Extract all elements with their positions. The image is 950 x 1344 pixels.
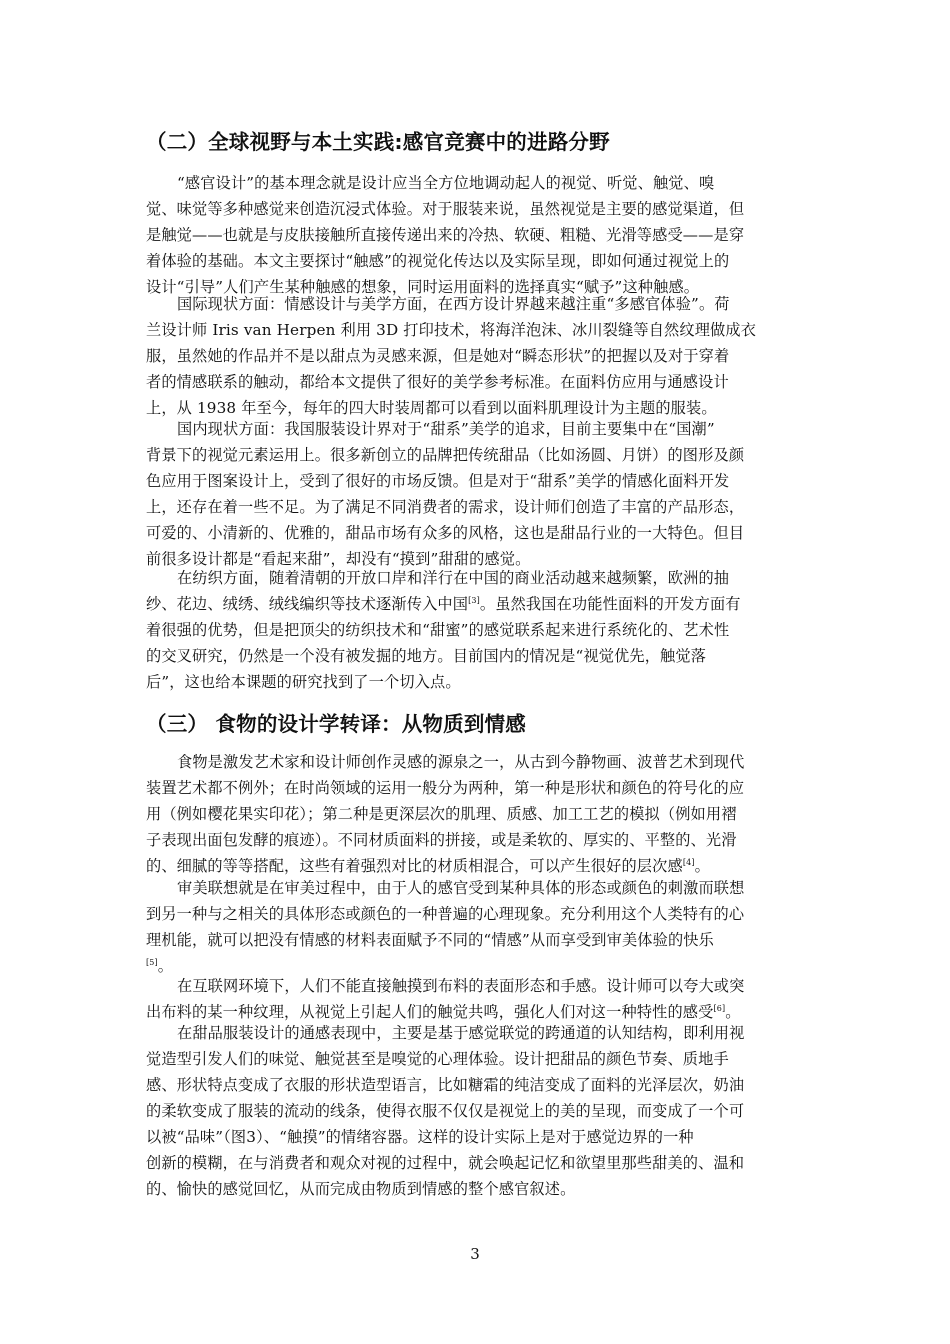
- text-line: 觉造型引发人们的味觉、触觉甚至是嗅觉的心理体验。设计把甜品的颜色节奏、质地手: [146, 1050, 729, 1068]
- section2-paragraph-1: [146, 170, 806, 300]
- section-heading-2: （二）全球视野与本土实践:感官竞赛中的进路分野: [146, 130, 610, 154]
- text-line: 子表现出面包发酵的痕迹）。不同材质面料的拼接，或是柔软的、厚实的、平整的、光滑: [146, 831, 737, 849]
- text-line: 创新的模糊，在与消费者和观众对视的过程中，就会唤起记忆和欲望里那些甜美的、温和: [146, 1154, 745, 1172]
- text-line: 上，还存在着一些不足。为了满足不同消费者的需求，设计师们创造了丰富的产品形态，: [146, 498, 745, 516]
- text-line: 感、形状特点变成了衣服的形状造型语言，比如糖霜的纯洁变成了面料的光泽层次，奶油: [146, 1076, 745, 1094]
- text-line: 在纺织方面，随着清朝的开放口岸和洋行在中国的商业活动越来越频繁，欧洲的抽: [177, 569, 730, 587]
- section2-paragraph-2: [146, 291, 806, 421]
- text-line: 是触觉——也就是与皮肤接触所直接传递出来的冷热、软硬、粗糙、光滑等感受——是穿: [146, 226, 745, 244]
- section3-paragraph-4: [146, 1020, 806, 1202]
- section-heading-3: （三） 食物的设计学转译：从物质到情感: [146, 712, 526, 736]
- text-line: 色应用于图案设计上，受到了很好的市场反馈。但是对于“甜系”美学的情感化面料开发: [146, 472, 730, 490]
- text-line: 着体验的基础。本文主要探讨“触感”的视觉化传达以及实际呈现，即如何通过视觉上的: [146, 252, 730, 270]
- section3-paragraph-2: [146, 875, 806, 979]
- text-line: 设计“引导”人们产生某种触感的想象，同时运用面料的选择真实“赋予”这种触感。: [146, 278, 700, 296]
- text-line: 用（例如樱花果实印花）；第二种是更深层次的肌理、质感、加工工艺的模拟（例如用褶: [146, 805, 737, 823]
- text-line: 审美联想就是在审美过程中，由于人的感官受到某种具体的形态或颜色的刺激而联想: [177, 879, 745, 897]
- text-line: 着很强的优势，但是把顶尖的纺织技术和“甜蜜”的感觉联系起来进行系统化的、艺术性: [146, 621, 730, 639]
- text-line: 装置艺术都不例外；在时尚领域的运用一般分为两种，第一种是形状和颜色的符号化的应: [146, 779, 745, 797]
- citation-ref: [5]: [146, 958, 158, 967]
- text-line: 兰设计师 Iris van Herpen 利用 3D 打印技术，将海洋泡沫、冰川裂缝等自然纹理做成衣: [146, 321, 757, 339]
- text-line: 在互联网环境下，人们不能直接触摸到布料的表面形态和手感。设计师可以夸大或突: [177, 977, 745, 995]
- text-line: 纱、花边、绒绣、绒线编织等技术逐渐传入中国[3]。虽然我国在功能性面料的开发方面有: [146, 595, 741, 613]
- text-line: 国际现状方面：情感设计与美学方面，在西方设计界越来越注重“多感官体验”。荷: [177, 295, 730, 313]
- text-line: 服，虽然她的作品并不是以甜点为灵感来源，但是她对“瞬态形状”的把握以及对于穿着: [146, 347, 730, 365]
- text-line: 到另一种与之相关的具体形态或颜色的一种普遍的心理现象。充分利用这个人类特有的心: [146, 905, 745, 923]
- text-line: 可爱的、小清新的、优雅的，甜品市场有众多的风格，这也是甜品行业的一大特色。但目: [146, 524, 745, 542]
- text-line: 国内现状方面：我国服装设计界对于“甜系”美学的追求，目前主要集中在“国潮”: [177, 420, 715, 438]
- text-line: 背景下的视觉元素运用上。很多新创立的品牌把传统甜品（比如汤圆、月饼）的图形及颜: [146, 446, 745, 464]
- text-line: 觉、味觉等多种感觉来创造沉浸式体验。对于服装来说，虽然视觉是主要的感觉渠道，但: [146, 200, 745, 218]
- text-line: 的柔软变成了服装的流动的线条，使得衣服不仅仅是视觉上的美的呈现，而变成了一个可: [146, 1102, 745, 1120]
- text-line: “感官设计”的基本理念就是设计应当全方位地调动起人的视觉、听觉、触觉、嗅: [177, 174, 715, 192]
- page-number: 3: [470, 1245, 480, 1263]
- text-line: 的、细腻的等等搭配，这些有着强烈对比的材质相混合，可以产生很好的层次感[4]。: [146, 857, 710, 875]
- text-line: 后”，这也给本课题的研究找到了一个切入点。: [146, 673, 461, 691]
- text-line: 出布料的某一种纹理，从视觉上引起人们的触觉共鸣，强化人们对这一种特性的感受[6]。: [146, 1003, 741, 1021]
- text-line: 以被“品味”（图3）、“触摸”的情绪容器。这样的设计实际上是对于感觉边界的一种: [146, 1128, 694, 1146]
- text-line: 理机能，就可以把没有情感的材料表面赋予不同的“情感”从而享受到审美体验的快乐: [146, 931, 714, 949]
- text-line: 上，从 1938 年至今，每年的四大时装周都可以看到以面料肌理设计为主题的服装。: [146, 399, 717, 417]
- text-line: [5]。: [146, 957, 174, 975]
- text-line: 在甜品服装设计的通感表现中，主要是基于感觉联觉的跨通道的认知结构，即利用视: [177, 1024, 745, 1042]
- section2-paragraph-4: [146, 565, 806, 695]
- text-line: 食物是激发艺术家和设计师创作灵感的源泉之一，从古到今静物画、波普艺术到现代: [177, 753, 745, 771]
- citation-ref: [6]: [713, 1004, 726, 1013]
- section3-paragraph-3: [146, 973, 806, 1025]
- section2-paragraph-3: [146, 416, 806, 572]
- text-line: 的交叉研究，仍然是一个没有被发掘的地方。目前国内的情况是“视觉优先，触觉落: [146, 647, 707, 665]
- text-line: 的、愉快的感觉回忆，从而完成由物质到情感的整个感官叙述。: [146, 1180, 576, 1198]
- text-line: 者的情感联系的触动，都给本文提供了很好的美学参考标准。在面料仿应用与通感设计: [146, 373, 729, 391]
- citation-ref: [4]: [682, 858, 695, 867]
- citation-ref: [3]: [468, 596, 480, 605]
- section3-paragraph-1: [146, 749, 806, 879]
- text-line: 前很多设计都是“看起来甜”，却没有“摸到”甜甜的感觉。: [146, 550, 531, 568]
